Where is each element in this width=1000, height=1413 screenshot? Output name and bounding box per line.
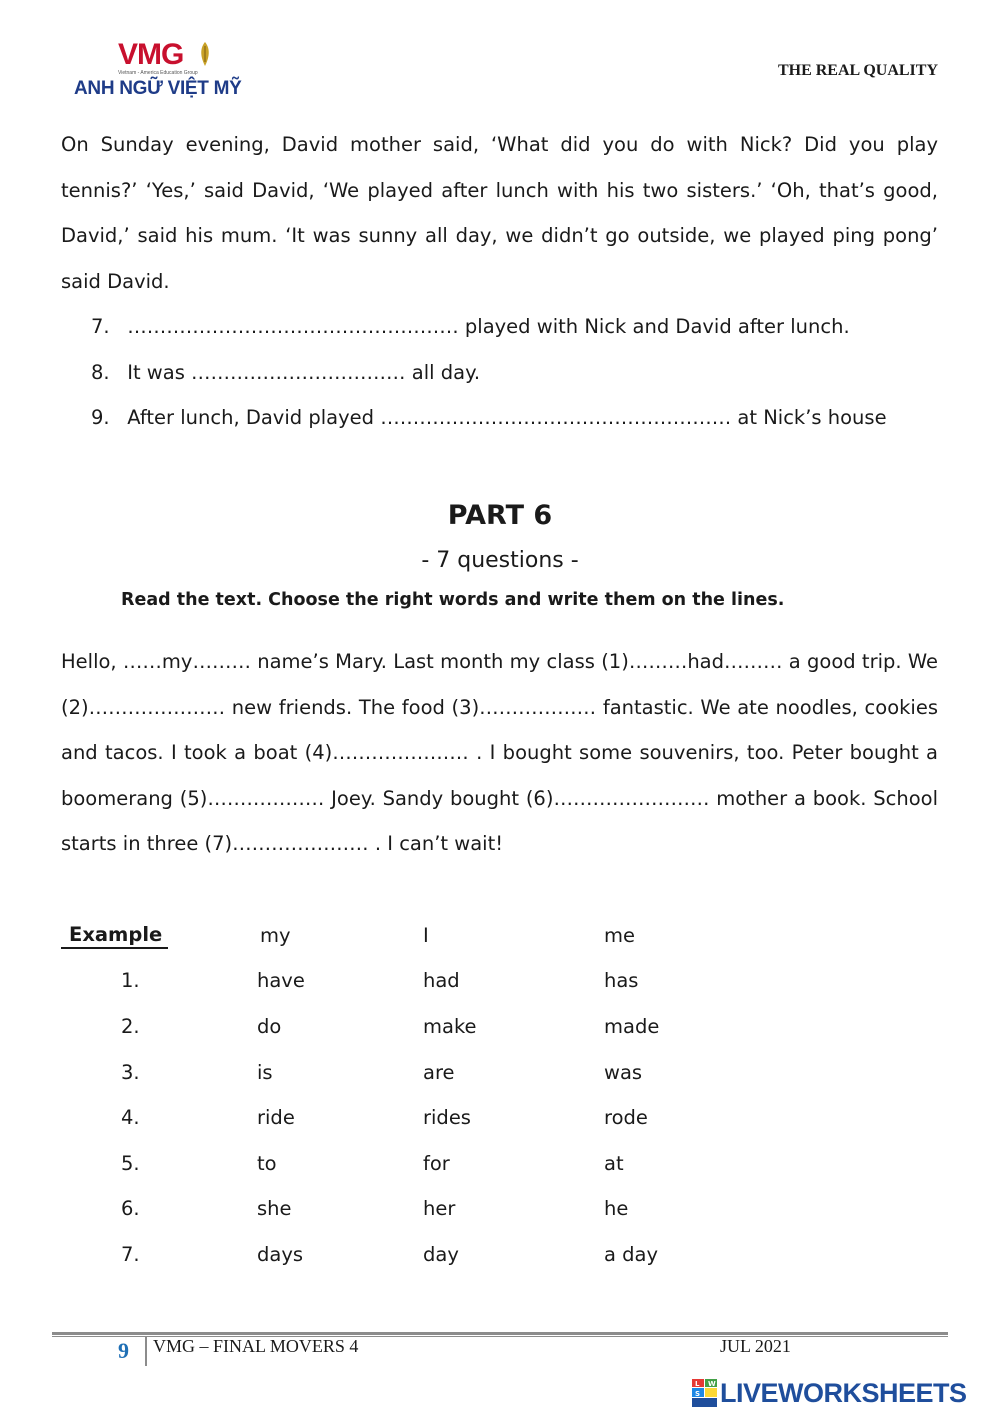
liveworksheets-text: LIVEWORKSHEETS [720,1378,967,1408]
option-row-label: 3. [121,1061,140,1084]
footer-separator [145,1336,147,1366]
option-3-a[interactable]: is [257,1061,273,1084]
option-4-b[interactable]: rides [423,1106,471,1129]
option-3-c[interactable]: was [604,1061,643,1084]
svg-text:W: W [708,1380,716,1388]
liveworksheets-watermark[interactable] [692,1376,994,1410]
option-row-label: 2. [121,1015,140,1038]
question-7 [91,314,850,340]
option-1-c[interactable]: has [604,969,639,992]
footer-date: JUL 2021 [720,1336,791,1356]
story-paragraph: On Sunday evening, David mother said, ‘What did you do with Nick? Did you play tennis?’ ‘Yes,’ said David, ‘We played after lunch with his two sisters.’ ‘Oh, that’s good, David,’ said his mum. ‘It was sunny all day, we didn’t go outside, we played ping pong’ said David. [61,133,938,293]
option-4-c[interactable]: rode [604,1106,648,1129]
option-5-c[interactable]: at [604,1152,624,1175]
option-row-label: 6. [121,1197,140,1220]
option-row-label: 5. [121,1152,140,1175]
logo-school-name: ANH NGỮ VIỆT MỸ [74,78,242,99]
question-number: 7. [91,315,110,338]
pen-nib-icon [198,42,212,66]
option-example-c: me [604,924,635,947]
option-row-label: 4. [121,1106,140,1129]
option-3-b[interactable]: are [423,1061,455,1084]
option-2-a[interactable]: do [257,1015,282,1038]
instruction: Read the text. Choose the right words and write them on the lines. [121,590,785,610]
logo-subtitle: Vietnam - America Education Group [118,70,198,76]
option-4-a[interactable]: ride [257,1106,295,1129]
option-6-a[interactable]: she [257,1197,292,1220]
vmg-logo [74,38,274,104]
option-1-a[interactable]: have [257,969,305,992]
question-number: 9. [91,406,110,429]
option-6-b[interactable]: her [423,1197,456,1220]
part-subtitle: - 7 questions - [421,548,579,573]
example-label: Example [61,923,168,949]
logo-wordmark: VMG [118,38,184,71]
footer-divider [52,1332,948,1335]
question-number: 8. [91,361,110,384]
footer-title: VMG – FINAL MOVERS 4 [153,1336,359,1356]
question-text[interactable]: …………………………………………… played with Nick and David after lunch. [127,315,850,338]
option-6-c[interactable]: he [604,1197,629,1220]
option-example-a: my [260,924,291,947]
option-example-b: I [423,924,429,947]
option-7-c[interactable]: a day [604,1243,659,1266]
option-7-b[interactable]: day [423,1243,459,1266]
question-text[interactable]: After lunch, David played ……………………………………………… at Nick’s house [127,406,887,429]
option-5-b[interactable]: for [423,1152,450,1175]
gap-fill-paragraph: Hello, ……my……… name’s Mary. Last month my class (1)………had……… a good trip. We (2)………………… new friends. The food (3)……………… fantastic. We ate noodles, cookies and tacos. I took a boat (4)………………… . I bought some souvenirs, too. Peter bought a boomerang (5)……………… Joey. Sandy bought (6)…………………… mother a book. School starts in three (7)………………… . I can’t wait! [61,650,938,855]
option-row-label: 7. [121,1243,140,1266]
option-5-a[interactable]: to [257,1152,277,1175]
svg-text:S: S [695,1390,701,1398]
page-number: 9 [118,1338,129,1363]
question-9 [91,405,887,431]
option-row-label: 1. [121,969,140,992]
question-8 [91,360,480,386]
option-7-a[interactable]: days [257,1243,304,1266]
svg-text:L: L [695,1380,700,1388]
option-2-c[interactable]: made [604,1015,660,1038]
part-title: PART 6 [447,500,553,531]
header-tagline: THE REAL QUALITY [777,62,938,79]
option-1-b[interactable]: had [423,969,460,992]
option-2-b[interactable]: make [423,1015,477,1038]
question-text[interactable]: It was …………………………… all day. [127,361,481,384]
liveworksheets-logo-icon [692,1379,718,1407]
